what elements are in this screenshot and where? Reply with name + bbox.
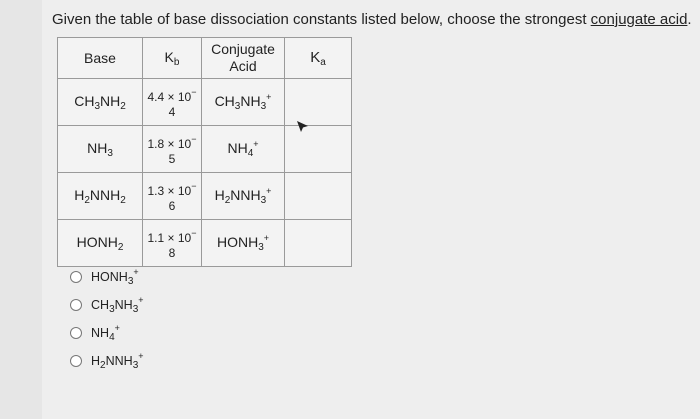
answer-options	[70, 263, 144, 375]
option-h2nnh3[interactable]	[70, 347, 144, 375]
mouse-pointer-icon	[296, 120, 310, 139]
conjugate-acid-cell: $CH_3NH_3^+$	[202, 79, 285, 126]
base-cell: $H_2NNH_2$	[58, 173, 143, 220]
table-header-row	[58, 38, 352, 79]
header-kb	[143, 38, 202, 79]
kb-value-cell: 4.4 × 10− 4	[143, 79, 202, 126]
base-cell: $CH_3NH_2$	[58, 79, 143, 126]
option-ch3nh3[interactable]	[70, 291, 144, 319]
ka-value-cell	[285, 126, 352, 173]
base-cell: $NH_3$	[58, 126, 143, 173]
dissociation-table	[57, 37, 352, 267]
radio-button[interactable]	[70, 299, 82, 311]
kb-value-cell: 1.3 × 10− 6	[143, 173, 202, 220]
header-ka	[285, 38, 352, 79]
kb-value-cell: 1.1 × 10− 8	[143, 220, 202, 267]
header-conjugate-acid	[202, 38, 285, 79]
question-prompt	[52, 11, 692, 28]
option-label: $NH_4^+$	[91, 323, 120, 343]
option-label: $H_2NNH_3^+$	[91, 351, 144, 371]
ka-value-cell	[285, 79, 352, 126]
kb-symbol: K	[164, 48, 174, 65]
conj-header-line1: Conjugate	[211, 41, 275, 57]
header-base: Base	[58, 38, 143, 79]
left-margin	[0, 0, 42, 419]
radio-button[interactable]	[70, 327, 82, 339]
ka-value-cell	[285, 220, 352, 267]
option-honh3[interactable]	[70, 263, 144, 291]
question-keyword: conjugate acid	[590, 11, 688, 28]
question-suffix: .	[687, 11, 692, 28]
conjugate-acid-cell: $NH_4^+$	[202, 126, 285, 173]
table-row	[58, 79, 352, 126]
kb-value-cell: 1.8 × 10− 5	[143, 126, 202, 173]
ka-value-cell	[285, 173, 352, 220]
radio-button[interactable]	[70, 271, 82, 283]
option-nh4[interactable]	[70, 319, 144, 347]
table-row	[58, 220, 352, 267]
ka-symbol: K	[310, 48, 321, 66]
conj-header-line2: Acid	[229, 58, 257, 74]
option-label: $CH_3NH_3^+$	[91, 295, 144, 315]
question-prefix: Given the table of base dissociation constants listed below, choose the strongest	[52, 11, 591, 28]
ka-subscript: a	[320, 56, 326, 68]
conjugate-acid-cell: $HONH_3^+$	[202, 220, 285, 267]
base-cell: $HONH_2$	[58, 220, 143, 267]
kb-subscript: b	[173, 56, 180, 68]
conjugate-acid-cell: $H_2NNH_3^+$	[202, 173, 285, 220]
table-row	[58, 173, 352, 220]
option-label: $HONH_3^+$	[91, 267, 139, 287]
radio-button[interactable]	[70, 355, 82, 367]
